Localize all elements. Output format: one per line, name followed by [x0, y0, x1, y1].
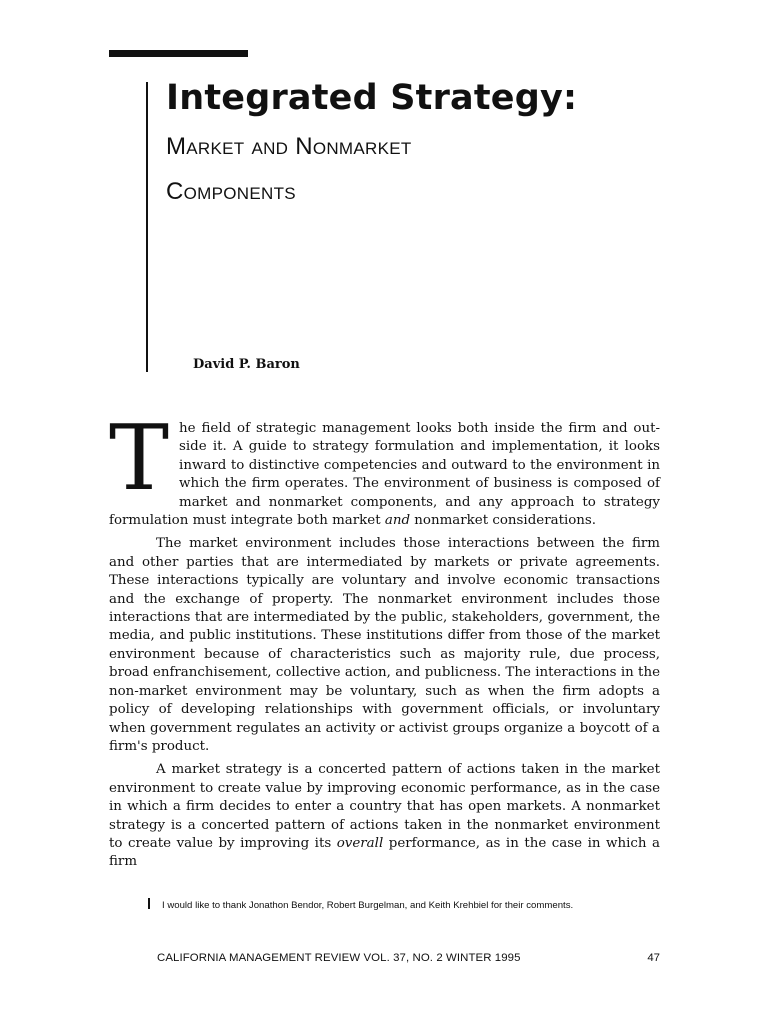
footer-journal-info: CALIFORNIA MANAGEMENT REVIEW VOL. 37, NO. 2 WINTER 1995 [157, 952, 521, 964]
article-title: Integrated Strategy: [166, 78, 578, 118]
subtitle-line-2: Components [166, 178, 296, 205]
paragraph-1-text-a: he field of strategic management looks both inside the firm and out-side it. A guide to strategy formulation and implementation, it looks inward to distinctive competencies and outward to the environment in which the firm operates. The environment of business is composed of market and nonmarket components, and any approach to strategy formulation must integrate both market [109, 421, 660, 529]
page-number: 47 [647, 952, 660, 964]
drop-cap: T [109, 406, 170, 511]
paragraph-1-emphasis: and [384, 513, 411, 529]
paragraph-1 [109, 406, 660, 530]
paragraph-3-text-b: performance, as in the case in which a firm [109, 835, 660, 870]
paragraph-3-text-a: A market strategy is a concerted pattern of actions taken in the market environment to create value by improving economic performance, as in the case in which a firm decides to enter a country that has open markets. A nonmarket strategy is a concerted pattern of actions taken in the nonmarket environment to create value by improving its [109, 762, 660, 851]
footnote-text: I would like to thank Jonathon Bendor, Robert Burgelman, and Keith Krehbiel for their comments. [162, 900, 574, 911]
author-name: David P. Baron [193, 357, 300, 372]
paragraph-1-text-b: nonmarket considerations. [410, 513, 597, 529]
title-rule [146, 82, 148, 372]
paragraph-3-emphasis: overall [336, 835, 384, 851]
paragraph-3 [109, 761, 660, 871]
top-rule [109, 50, 248, 57]
footnote-mark [148, 898, 150, 909]
paragraph-2: The market environment includes those interactions between the firm and other parties that are intermediated by markets or private agreements. These interactions typically are voluntary and involve economic transactions and the exchange of property. The nonmarket environment includes those interactions that are intermediated by the public, stakeholders, government, the media, and public institutions. These institutions differ from those of the market environment because of characteristics such as majority rule, due process, broad enfranchisement, collective action, and publicness. The interactions in the non-market environment may be voluntary, such as when the firm adopts a policy of developing relationships with government officials, or involuntary when government regulates an activity or activist groups organize a boycott of a firm's product. [109, 536, 660, 754]
article-subtitle [166, 124, 412, 214]
footnote [148, 898, 573, 913]
article-body [109, 406, 660, 877]
subtitle-line-1: Market and Nonmarket [166, 133, 412, 160]
